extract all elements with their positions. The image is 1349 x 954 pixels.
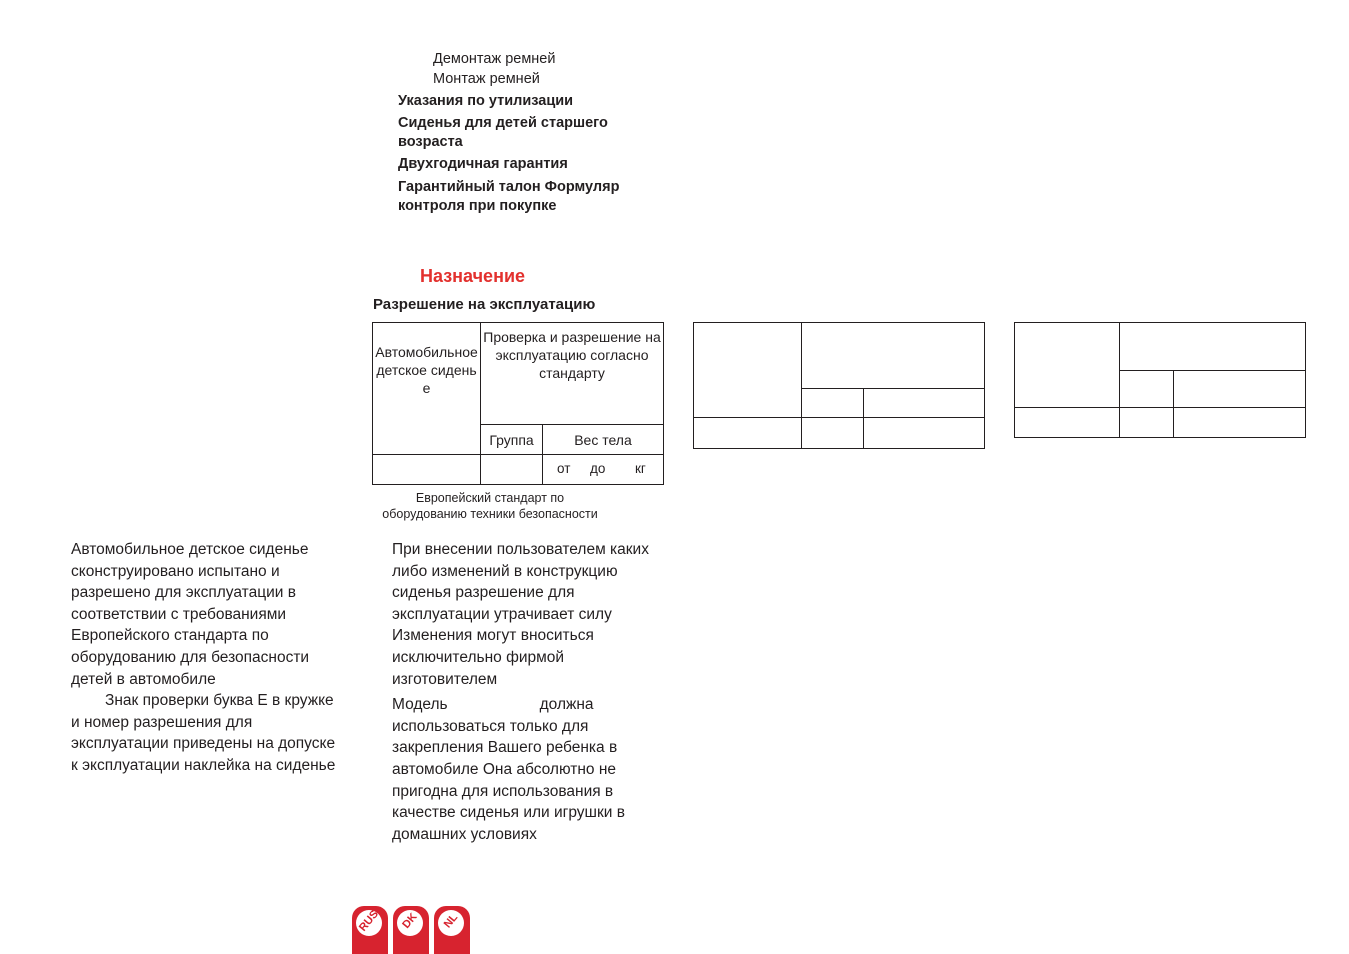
- section-title: Назначение: [420, 266, 526, 286]
- frame-cell: [1173, 370, 1306, 408]
- table-cell-group: [480, 424, 543, 455]
- frame-cell: [863, 417, 985, 449]
- table-cell-check: [480, 322, 664, 425]
- body-left: [71, 539, 343, 777]
- frame-cell: [1173, 407, 1306, 438]
- toc-item: Сиденья для детей старшего возраста: [398, 115, 608, 150]
- table-header-check: Проверка и разрешение на эксплуатацию согласно стандарту: [483, 329, 661, 381]
- model-lead: Модель: [392, 696, 448, 714]
- frame-cell: [1014, 407, 1120, 438]
- body-paragraph: использоваться только для закрепления Вашего ребенка в автомобиле Она абсолютно не пригодна для использования в качестве сиденья или игрушки в домашних условиях: [392, 717, 625, 843]
- table-cell-empty: [480, 454, 543, 485]
- table-caption: Европейский стандарт по оборудованию техники безопасности: [382, 491, 598, 521]
- toc-subitem: Демонтаж ремней: [433, 51, 556, 67]
- table-cell-empty: [372, 454, 481, 485]
- body-right: [392, 539, 664, 845]
- weight-unit: кг: [635, 461, 646, 476]
- model-tail: должна: [539, 696, 594, 714]
- toc-item: Гарантийный талон Формуляр контроля при покупке: [398, 179, 620, 214]
- frame-cell: [1014, 322, 1120, 408]
- language-tab-label: DK: [400, 911, 420, 931]
- frame-cell: [1119, 322, 1306, 371]
- frame-cell: [1119, 370, 1174, 408]
- toc-subitem: Монтаж ремней: [433, 71, 540, 87]
- frame-cell: [1119, 407, 1174, 438]
- body-paragraph: Автомобильное детское сиденье сконструировано испытано и разрешено для эксплуатации в соответствии с требованиями Европейского стандарта по оборудованию для безопасности детей в автомобиле: [71, 541, 310, 688]
- body-paragraph: Знак проверки буква E в кружке и номер разрешения для эксплуатации приведены на допуске к эксплуатации наклейка на сиденье: [71, 692, 336, 774]
- body-paragraph-model: [392, 694, 664, 845]
- frame-cell: [801, 322, 985, 389]
- language-tab-dk[interactable]: [393, 906, 429, 954]
- weight-from: от: [557, 461, 571, 476]
- frame-cell: [801, 388, 864, 418]
- toc-item: Указания по утилизации: [398, 93, 574, 109]
- table-header-group: Группа: [489, 432, 534, 448]
- language-tab-label: RUS: [356, 908, 382, 934]
- table-cell-seat: [372, 322, 481, 455]
- table-header-weight: Вес тела: [574, 432, 632, 448]
- table-header-seat: Автомобильное детское сиденье: [375, 344, 478, 396]
- frame-cell: [693, 417, 802, 449]
- table-cell-weight-range: [542, 454, 664, 485]
- frame-cell: [863, 388, 985, 418]
- section-subtitle: Разрешение на эксплуатацию: [373, 296, 596, 313]
- frame-cell: [801, 417, 864, 449]
- toc-item: Двухгодичная гарантия: [398, 156, 568, 172]
- frame-cell: [693, 322, 802, 418]
- weight-to: до: [590, 461, 606, 476]
- table-cell-weight: [542, 424, 664, 455]
- language-tab-label: NL: [441, 911, 461, 931]
- language-tab-nl[interactable]: [434, 906, 470, 954]
- body-paragraph: При внесении пользователем каких либо изменений в конструкцию сиденья разрешение для эксплуатации утрачивает силу Изменения могут вноситься исключительно фирмой изготовителем: [392, 541, 649, 688]
- language-tab-rus[interactable]: [352, 906, 388, 954]
